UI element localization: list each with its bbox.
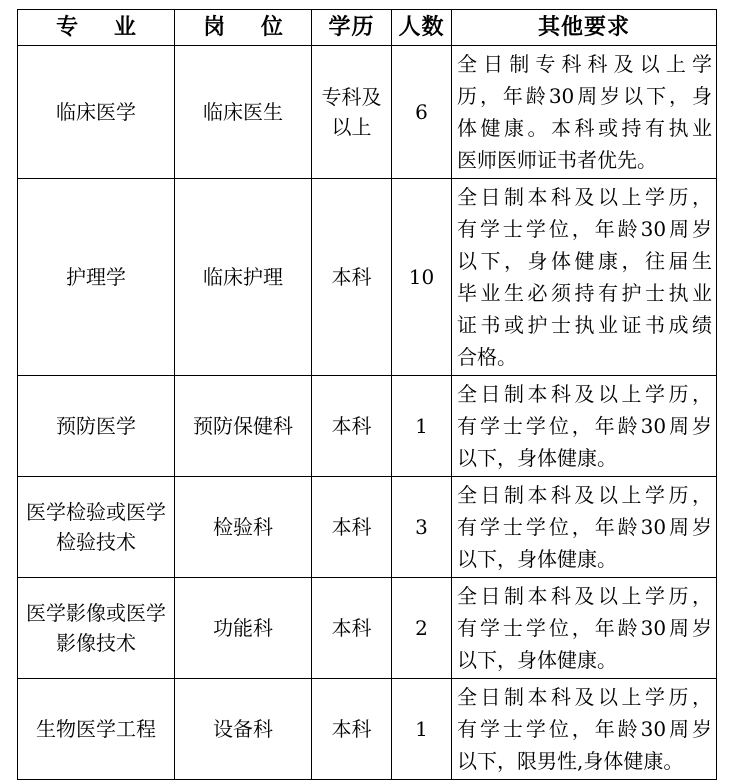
education-cell xyxy=(312,46,392,179)
requirements-cell xyxy=(452,578,717,679)
header-position: 岗 位 xyxy=(175,10,312,46)
table-row xyxy=(18,179,717,376)
count-cell: 1 xyxy=(392,376,452,477)
major-cell: 临床医学 xyxy=(18,46,175,179)
header-education: 学历 xyxy=(312,10,392,46)
requirements-cell xyxy=(452,179,717,376)
header-count: 人数 xyxy=(392,10,452,46)
requirement-line: 有学士学位，年龄30周岁 xyxy=(457,616,712,640)
recruitment-table xyxy=(17,9,717,780)
requirement-line: 合格。 xyxy=(457,345,517,369)
count-cell: 2 xyxy=(392,578,452,679)
table-row xyxy=(18,46,717,179)
requirements-cell xyxy=(452,46,717,179)
header-row xyxy=(18,10,717,46)
position-cell: 临床护理 xyxy=(175,179,312,376)
table-row xyxy=(18,578,717,679)
requirement-line: 有学士学位，年龄30周岁 xyxy=(457,217,712,241)
major-cell: 护理学 xyxy=(18,179,175,376)
education-cell: 本科 xyxy=(312,376,392,477)
requirement-line: 全日制专科科及以上学 xyxy=(457,52,712,76)
requirement-line: 证书或护士执业证书成绩 xyxy=(457,313,712,337)
count-cell: 1 xyxy=(392,679,452,780)
requirement-line: 毕业生必须持有护士执业 xyxy=(457,281,712,305)
table-row xyxy=(18,679,717,780)
position-cell: 功能科 xyxy=(175,578,312,679)
major-cell: 生物医学工程 xyxy=(18,679,175,780)
position-cell: 预防保健科 xyxy=(175,376,312,477)
requirement-line: 有学士学位，年龄30周岁 xyxy=(457,414,712,438)
education-cell: 本科 xyxy=(312,179,392,376)
requirements-cell xyxy=(452,477,717,578)
requirement-line: 医师医师证书者优先。 xyxy=(457,148,657,172)
major-cell: 医学影像或医学影像技术 xyxy=(18,578,175,679)
requirement-line: 以下，身体健康。 xyxy=(457,547,617,571)
requirements-cell xyxy=(452,679,717,780)
table-row xyxy=(18,477,717,578)
requirement-line: 以下，身体健康。 xyxy=(457,648,617,672)
requirement-line: 体健康。本科或持有执业 xyxy=(457,116,712,140)
requirements-cell xyxy=(452,376,717,477)
requirement-line: 全日制本科及以上学历， xyxy=(457,185,712,209)
requirement-line: 全日制本科及以上学历， xyxy=(457,584,712,608)
requirement-line: 全日制本科及以上学历， xyxy=(457,382,712,406)
requirement-line: 有学士学位，年龄30周岁 xyxy=(457,515,712,539)
count-cell: 6 xyxy=(392,46,452,179)
position-cell: 检验科 xyxy=(175,477,312,578)
education-cell: 本科 xyxy=(312,477,392,578)
requirement-line: 全日制本科及以上学历， xyxy=(457,685,712,709)
major-cell: 预防医学 xyxy=(18,376,175,477)
position-cell: 设备科 xyxy=(175,679,312,780)
requirement-line: 以下，身体健康，往届生 xyxy=(457,249,712,273)
table-row xyxy=(18,376,717,477)
requirement-line: 以下，限男性,身体健康。 xyxy=(457,749,684,773)
header-major: 专 业 xyxy=(18,10,175,46)
count-cell: 3 xyxy=(392,477,452,578)
major-cell: 医学检验或医学检验技术 xyxy=(18,477,175,578)
requirement-line: 历，年龄30周岁以下，身 xyxy=(457,84,712,108)
education-cell: 本科 xyxy=(312,578,392,679)
position-cell: 临床医生 xyxy=(175,46,312,179)
education-text: 专科及以上 xyxy=(321,85,382,139)
count-cell: 10 xyxy=(392,179,452,376)
header-requirements: 其他要求 xyxy=(452,10,717,46)
education-cell: 本科 xyxy=(312,679,392,780)
requirement-line: 有学士学位，年龄30周岁 xyxy=(457,717,712,741)
requirement-line: 以下，身体健康。 xyxy=(457,446,617,470)
requirement-line: 全日制本科及以上学历， xyxy=(457,483,712,507)
